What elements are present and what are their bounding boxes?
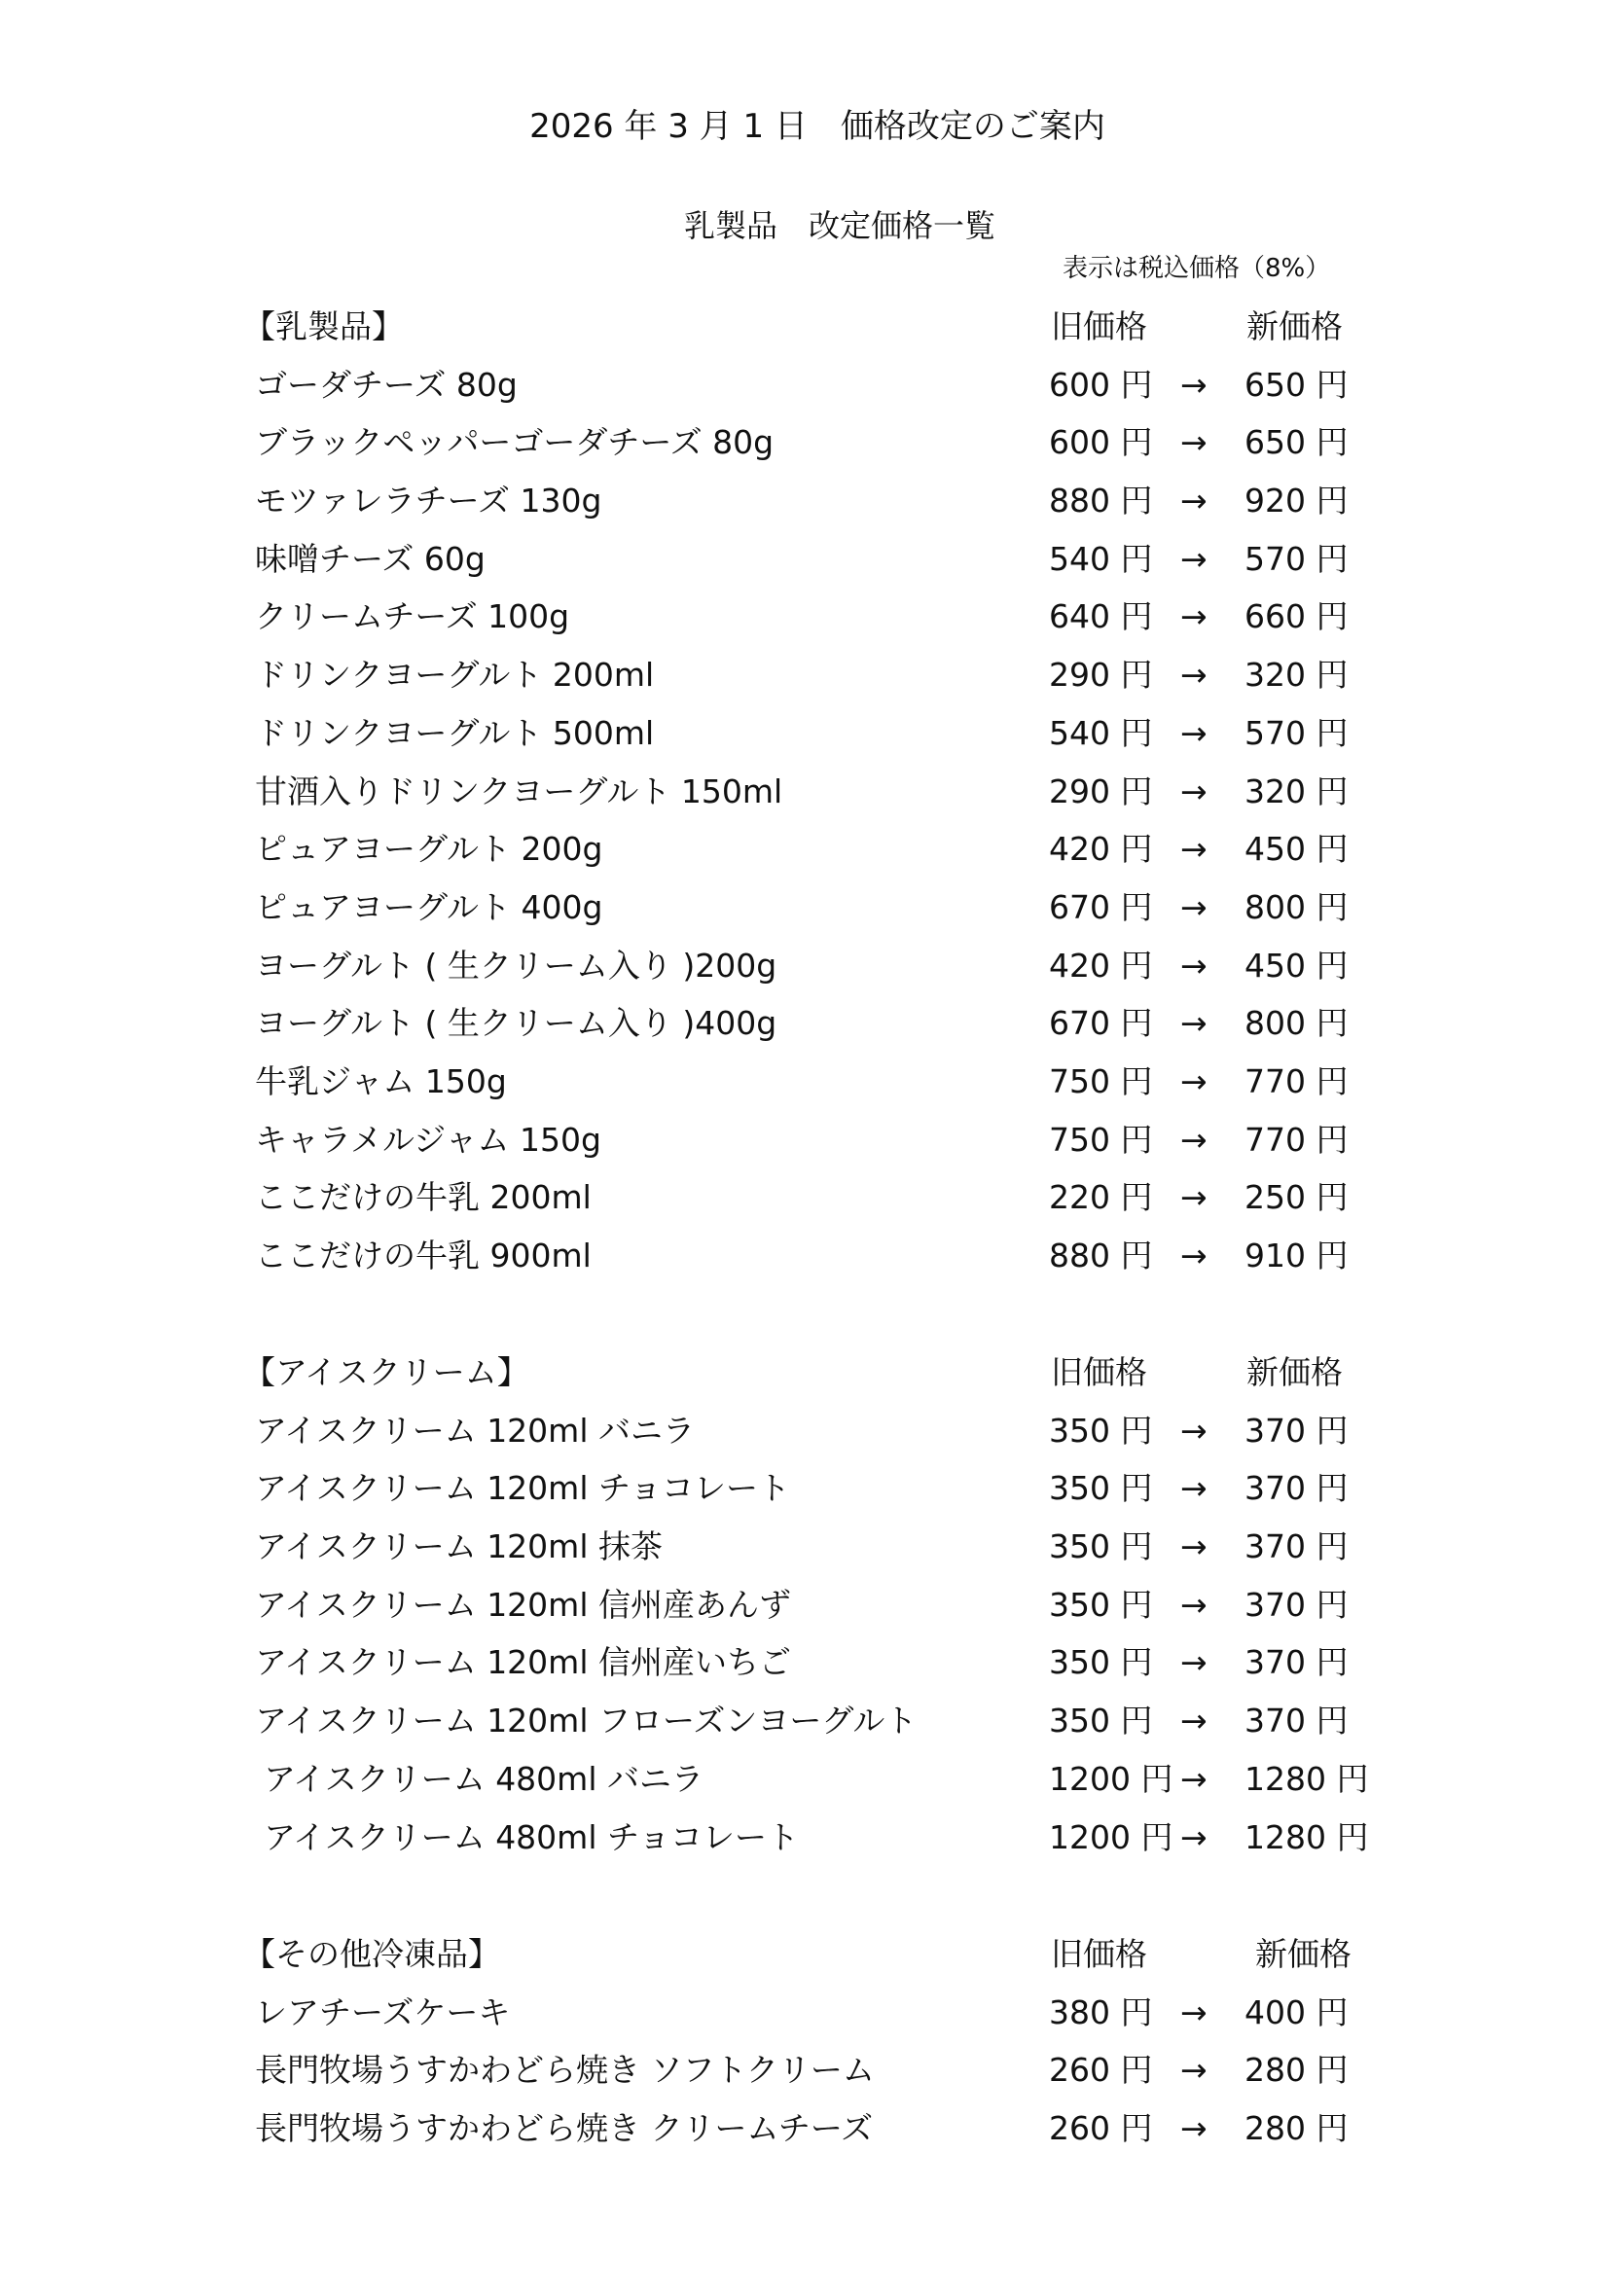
arrow-icon: → bbox=[1180, 482, 1208, 520]
old-price: 600 円 bbox=[1049, 423, 1153, 462]
price-row bbox=[0, 646, 1623, 704]
section-dairy bbox=[0, 298, 1623, 1285]
new-price: 400 円 bbox=[1244, 1992, 1349, 2031]
arrow-icon: → bbox=[1180, 1411, 1208, 1450]
product-name: ゴーダチーズ 80g bbox=[255, 365, 518, 404]
arrow-icon: → bbox=[1180, 656, 1208, 695]
product-name: 甘酒入りドリンクヨーグルト 150ml bbox=[255, 771, 783, 810]
new-price-label: 新価格 bbox=[1246, 307, 1343, 345]
arrow-icon: → bbox=[1180, 1178, 1208, 1217]
arrow-icon: → bbox=[1180, 1585, 1208, 1624]
section-other-frozen bbox=[0, 1925, 1623, 2158]
arrow-icon: → bbox=[1180, 1120, 1208, 1159]
price-row bbox=[0, 2041, 1623, 2099]
old-price: 350 円 bbox=[1049, 1585, 1153, 1624]
price-row bbox=[0, 2099, 1623, 2158]
new-price: 910 円 bbox=[1244, 1237, 1349, 1274]
new-price: 450 円 bbox=[1244, 830, 1349, 869]
old-price: 290 円 bbox=[1049, 656, 1153, 695]
old-price: 350 円 bbox=[1049, 1411, 1153, 1450]
product-name: ここだけの牛乳 200ml bbox=[255, 1178, 592, 1217]
product-name: ここだけの牛乳 900ml bbox=[255, 1237, 592, 1274]
new-price: 1280 円 bbox=[1244, 1759, 1369, 1798]
new-price: 770 円 bbox=[1244, 1061, 1349, 1100]
product-name: ドリンクヨーグルト 500ml bbox=[255, 713, 655, 752]
price-row bbox=[0, 763, 1623, 821]
new-price: 320 円 bbox=[1244, 656, 1349, 695]
old-price: 420 円 bbox=[1049, 830, 1153, 869]
old-price: 380 円 bbox=[1049, 1992, 1153, 2031]
price-row bbox=[0, 1984, 1623, 2042]
price-row bbox=[0, 704, 1623, 763]
old-price: 420 円 bbox=[1049, 946, 1153, 985]
product-name: ピュアヨーグルト 400g bbox=[255, 887, 603, 926]
price-row bbox=[0, 1227, 1623, 1285]
section-ice-cream bbox=[0, 1344, 1623, 1866]
product-name: キャラメルジャム 150g bbox=[255, 1120, 601, 1159]
product-name: クリームチーズ 100g bbox=[255, 597, 570, 636]
old-price: 880 円 bbox=[1049, 1237, 1153, 1274]
old-price: 290 円 bbox=[1049, 771, 1153, 810]
old-price: 750 円 bbox=[1049, 1061, 1153, 1100]
new-price: 660 円 bbox=[1244, 597, 1349, 636]
product-name: アイスクリーム 120ml 信州産いちご bbox=[255, 1643, 791, 1682]
price-row bbox=[0, 1402, 1623, 1460]
new-price: 1280 円 bbox=[1244, 1817, 1369, 1856]
new-price: 370 円 bbox=[1244, 1585, 1349, 1624]
old-price: 750 円 bbox=[1049, 1120, 1153, 1159]
product-name: レアチーズケーキ bbox=[255, 1992, 511, 2031]
old-price: 1200 円 bbox=[1049, 1759, 1173, 1798]
old-price: 350 円 bbox=[1049, 1527, 1153, 1566]
new-price: 920 円 bbox=[1244, 482, 1349, 520]
new-price: 450 円 bbox=[1244, 946, 1349, 985]
arrow-icon: → bbox=[1180, 1992, 1208, 2031]
arrow-icon: → bbox=[1180, 539, 1208, 578]
arrow-icon: → bbox=[1180, 1702, 1208, 1740]
arrow-icon: → bbox=[1180, 597, 1208, 636]
price-row bbox=[0, 1111, 1623, 1169]
section-heading: 【アイスクリーム】 bbox=[243, 1353, 529, 1391]
product-name: 牛乳ジャム 150g bbox=[255, 1061, 507, 1100]
new-price: 250 円 bbox=[1244, 1178, 1349, 1217]
price-row bbox=[0, 1692, 1623, 1750]
product-name: アイスクリーム 120ml チョコレート bbox=[255, 1469, 790, 1508]
price-row bbox=[0, 1518, 1623, 1576]
old-price-label: 旧価格 bbox=[1051, 1353, 1147, 1391]
price-row bbox=[0, 1053, 1623, 1111]
new-price: 280 円 bbox=[1244, 2109, 1349, 2148]
old-price: 670 円 bbox=[1049, 1004, 1153, 1043]
price-row bbox=[0, 530, 1623, 589]
new-price: 800 円 bbox=[1244, 1004, 1349, 1043]
old-price: 350 円 bbox=[1049, 1643, 1153, 1682]
new-price: 370 円 bbox=[1244, 1702, 1349, 1740]
section-heading: 【乳製品】 bbox=[243, 307, 404, 345]
new-price: 370 円 bbox=[1244, 1643, 1349, 1682]
new-price: 280 円 bbox=[1244, 2051, 1349, 2090]
arrow-icon: → bbox=[1180, 1061, 1208, 1100]
new-price: 370 円 bbox=[1244, 1411, 1349, 1450]
arrow-icon: → bbox=[1180, 1817, 1208, 1856]
old-price-label: 旧価格 bbox=[1051, 307, 1147, 345]
product-name: ピュアヨーグルト 200g bbox=[255, 830, 603, 869]
section-heading: 【その他冷凍品】 bbox=[243, 1935, 500, 1973]
section-header bbox=[0, 298, 1623, 356]
old-price: 540 円 bbox=[1049, 713, 1153, 752]
new-price: 650 円 bbox=[1244, 365, 1349, 404]
old-price: 880 円 bbox=[1049, 482, 1153, 520]
price-row bbox=[0, 1750, 1623, 1809]
product-name: アイスクリーム 120ml 抹茶 bbox=[255, 1527, 663, 1566]
arrow-icon: → bbox=[1180, 830, 1208, 869]
product-name: ヨーグルト ( 生クリーム入り )200g bbox=[255, 946, 777, 985]
product-name: アイスクリーム 480ml バニラ bbox=[264, 1759, 703, 1798]
old-price: 1200 円 bbox=[1049, 1817, 1173, 1856]
product-name: アイスクリーム 120ml フローズンヨーグルト bbox=[255, 1702, 918, 1740]
old-price: 350 円 bbox=[1049, 1469, 1153, 1508]
new-price: 570 円 bbox=[1244, 713, 1349, 752]
page-title: 2026 年 3 月 1 日 価格改定のご案内 bbox=[529, 107, 1105, 146]
old-price: 640 円 bbox=[1049, 597, 1153, 636]
product-name: アイスクリーム 120ml バニラ bbox=[255, 1411, 695, 1450]
old-price: 220 円 bbox=[1049, 1178, 1153, 1217]
arrow-icon: → bbox=[1180, 1759, 1208, 1798]
product-name: 味噌チーズ 60g bbox=[255, 539, 486, 578]
old-price: 260 円 bbox=[1049, 2109, 1153, 2148]
new-price: 370 円 bbox=[1244, 1527, 1349, 1566]
arrow-icon: → bbox=[1180, 365, 1208, 404]
product-name: ドリンクヨーグルト 200ml bbox=[255, 656, 655, 695]
new-price: 770 円 bbox=[1244, 1120, 1349, 1159]
old-price-label: 旧価格 bbox=[1051, 1935, 1147, 1973]
price-row bbox=[0, 472, 1623, 530]
old-price: 350 円 bbox=[1049, 1702, 1153, 1740]
price-row bbox=[0, 1633, 1623, 1692]
price-row bbox=[0, 820, 1623, 879]
arrow-icon: → bbox=[1180, 1237, 1208, 1274]
new-price-label: 新価格 bbox=[1246, 1353, 1343, 1391]
product-name: アイスクリーム 120ml 信州産あんず bbox=[255, 1585, 791, 1624]
price-row bbox=[0, 994, 1623, 1053]
arrow-icon: → bbox=[1180, 1643, 1208, 1682]
new-price: 800 円 bbox=[1244, 887, 1349, 926]
new-price: 320 円 bbox=[1244, 771, 1349, 810]
product-name: 長門牧場うすかわどら焼き ソフトクリーム bbox=[255, 2051, 875, 2090]
old-price: 670 円 bbox=[1049, 887, 1153, 926]
arrow-icon: → bbox=[1180, 1527, 1208, 1566]
new-price: 570 円 bbox=[1244, 539, 1349, 578]
price-row bbox=[0, 413, 1623, 472]
old-price: 600 円 bbox=[1049, 365, 1153, 404]
product-name: モツァレラチーズ 130g bbox=[255, 482, 602, 520]
arrow-icon: → bbox=[1180, 423, 1208, 462]
old-price: 540 円 bbox=[1049, 539, 1153, 578]
price-row bbox=[0, 937, 1623, 995]
price-row bbox=[0, 588, 1623, 646]
product-name: アイスクリーム 480ml チョコレート bbox=[264, 1817, 799, 1856]
product-name: ヨーグルト ( 生クリーム入り )400g bbox=[255, 1004, 777, 1043]
price-row bbox=[0, 356, 1623, 414]
old-price: 260 円 bbox=[1049, 2051, 1153, 2090]
arrow-icon: → bbox=[1180, 887, 1208, 926]
new-price-label: 新価格 bbox=[1255, 1935, 1352, 1973]
arrow-icon: → bbox=[1180, 1469, 1208, 1508]
price-row bbox=[0, 879, 1623, 937]
price-row bbox=[0, 1168, 1623, 1227]
arrow-icon: → bbox=[1180, 771, 1208, 810]
page-subtitle: 乳製品 改定価格一覧 bbox=[683, 207, 995, 244]
price-row bbox=[0, 1459, 1623, 1518]
product-name: ブラックペッパーゴーダチーズ 80g bbox=[255, 423, 775, 462]
section-header bbox=[0, 1344, 1623, 1402]
new-price: 370 円 bbox=[1244, 1469, 1349, 1508]
arrow-icon: → bbox=[1180, 1004, 1208, 1043]
new-price: 650 円 bbox=[1244, 423, 1349, 462]
product-name: 長門牧場うすかわどら焼き クリームチーズ bbox=[255, 2109, 874, 2148]
arrow-icon: → bbox=[1180, 713, 1208, 752]
price-row bbox=[0, 1576, 1623, 1634]
section-header bbox=[0, 1925, 1623, 1984]
price-row bbox=[0, 1809, 1623, 1867]
arrow-icon: → bbox=[1180, 2051, 1208, 2090]
arrow-icon: → bbox=[1180, 2109, 1208, 2148]
tax-note: 表示は税込価格（8%） bbox=[1063, 254, 1331, 283]
arrow-icon: → bbox=[1180, 946, 1208, 985]
